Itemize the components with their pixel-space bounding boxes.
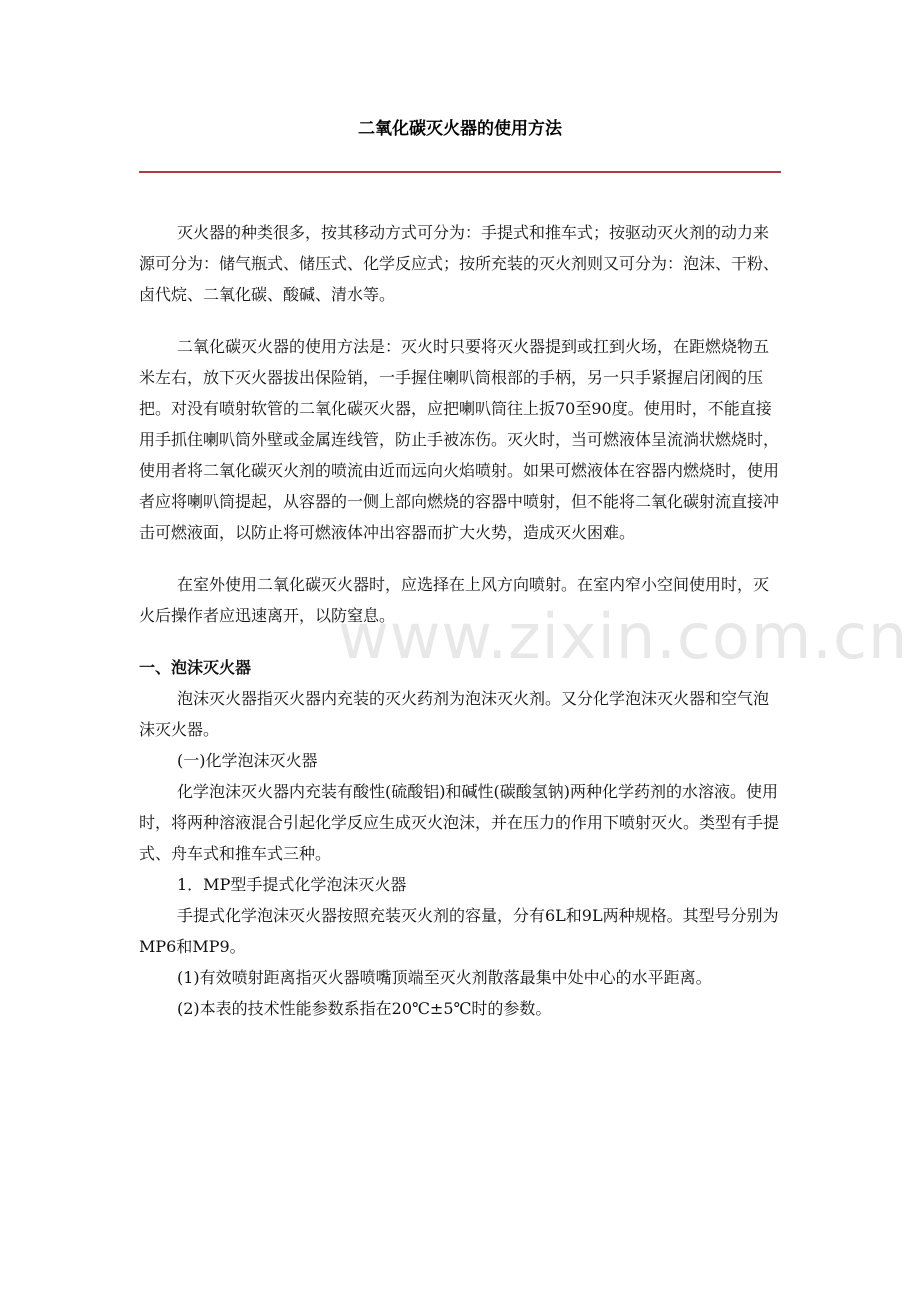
paragraph-mp-capacity: 手提式化学泡沫灭火器按照充装灭火剂的容量，分有6L和9L两种规格。其型号分别为MP6和MP9。 bbox=[139, 906, 779, 956]
title-divider bbox=[139, 171, 781, 173]
section-heading-foam: 一、泡沫灭火器 bbox=[139, 658, 252, 677]
paragraph-indoor-outdoor: 在室外使用二氧化碳灭火器时，应选择在上风方向喷射。在室内窄小空间使用时，灭火后操作者应迅速离开，以防窒息。 bbox=[139, 575, 770, 625]
subheading-mp-type: 1．MP型手提式化学泡沫灭火器 bbox=[177, 875, 407, 894]
note-spray-distance: (1)有效喷射距离指灭火器喷嘴顶端至灭火剂散落最集中处中心的水平距离。 bbox=[177, 968, 712, 987]
paragraph-extinguisher-types: 灭火器的种类很多，按其移动方式可分为：手提式和推车式；按驱动灭火剂的动力来源可分为：储气瓶式、储压式、化学反应式；按所充装的灭火剂则又可分为：泡沫、干粉、卤代烷、二氧化碳、酸碱、清水等。 bbox=[139, 223, 780, 304]
note-temperature: (2)本表的技术性能参数系指在20℃±5℃时的参数。 bbox=[177, 999, 552, 1018]
document-title: 二氧化碳灭火器的使用方法 bbox=[358, 119, 562, 139]
paragraph-co2-usage: 二氧化碳灭火器的使用方法是：灭火时只要将灭火器提到或扛到火场，在距燃烧物五米左右，放下灭火器拔出保险销，一手握住喇叭筒根部的手柄，另一只手紧握启闭阀的压把。对没有喷射软管的二氧化碳灭火器，应把喇叭筒往上扳70至90度。使用时，不能直接用手抓住喇叭筒外壁或金属连线管，防止手被冻伤。灭火时，当可燃液体呈流淌状燃烧时，使用者将二氧化碳灭火剂的喷流由近而远向火焰喷射。如果可燃液体在容器内燃烧时，使用者应将喇叭筒提起，从容器的一侧上部向燃烧的容器中喷射，但不能将二氧化碳射流直接冲击可燃液面，以防止将可燃液体冲出容器而扩大火势，造成灭火困难。 bbox=[139, 337, 780, 542]
subheading-chemical-foam: (一)化学泡沫灭火器 bbox=[177, 751, 318, 770]
paragraph-chemical-foam: 化学泡沫灭火器内充装有酸性(硫酸铝)和碱性(碳酸氢钠)两种化学药剂的水溶液。使用时，将两种溶液混合引起化学反应生成灭火泡沫，并在压力的作用下喷射灭火。类型有手提式、舟车式和推车式三种。 bbox=[139, 782, 780, 863]
paragraph-foam-intro: 泡沫灭火器指灭火器内充装的灭火药剂为泡沫灭火剂。又分化学泡沫灭火器和空气泡沫灭火器。 bbox=[139, 689, 770, 739]
watermark-text: www.zixin.com.cn bbox=[338, 600, 909, 673]
